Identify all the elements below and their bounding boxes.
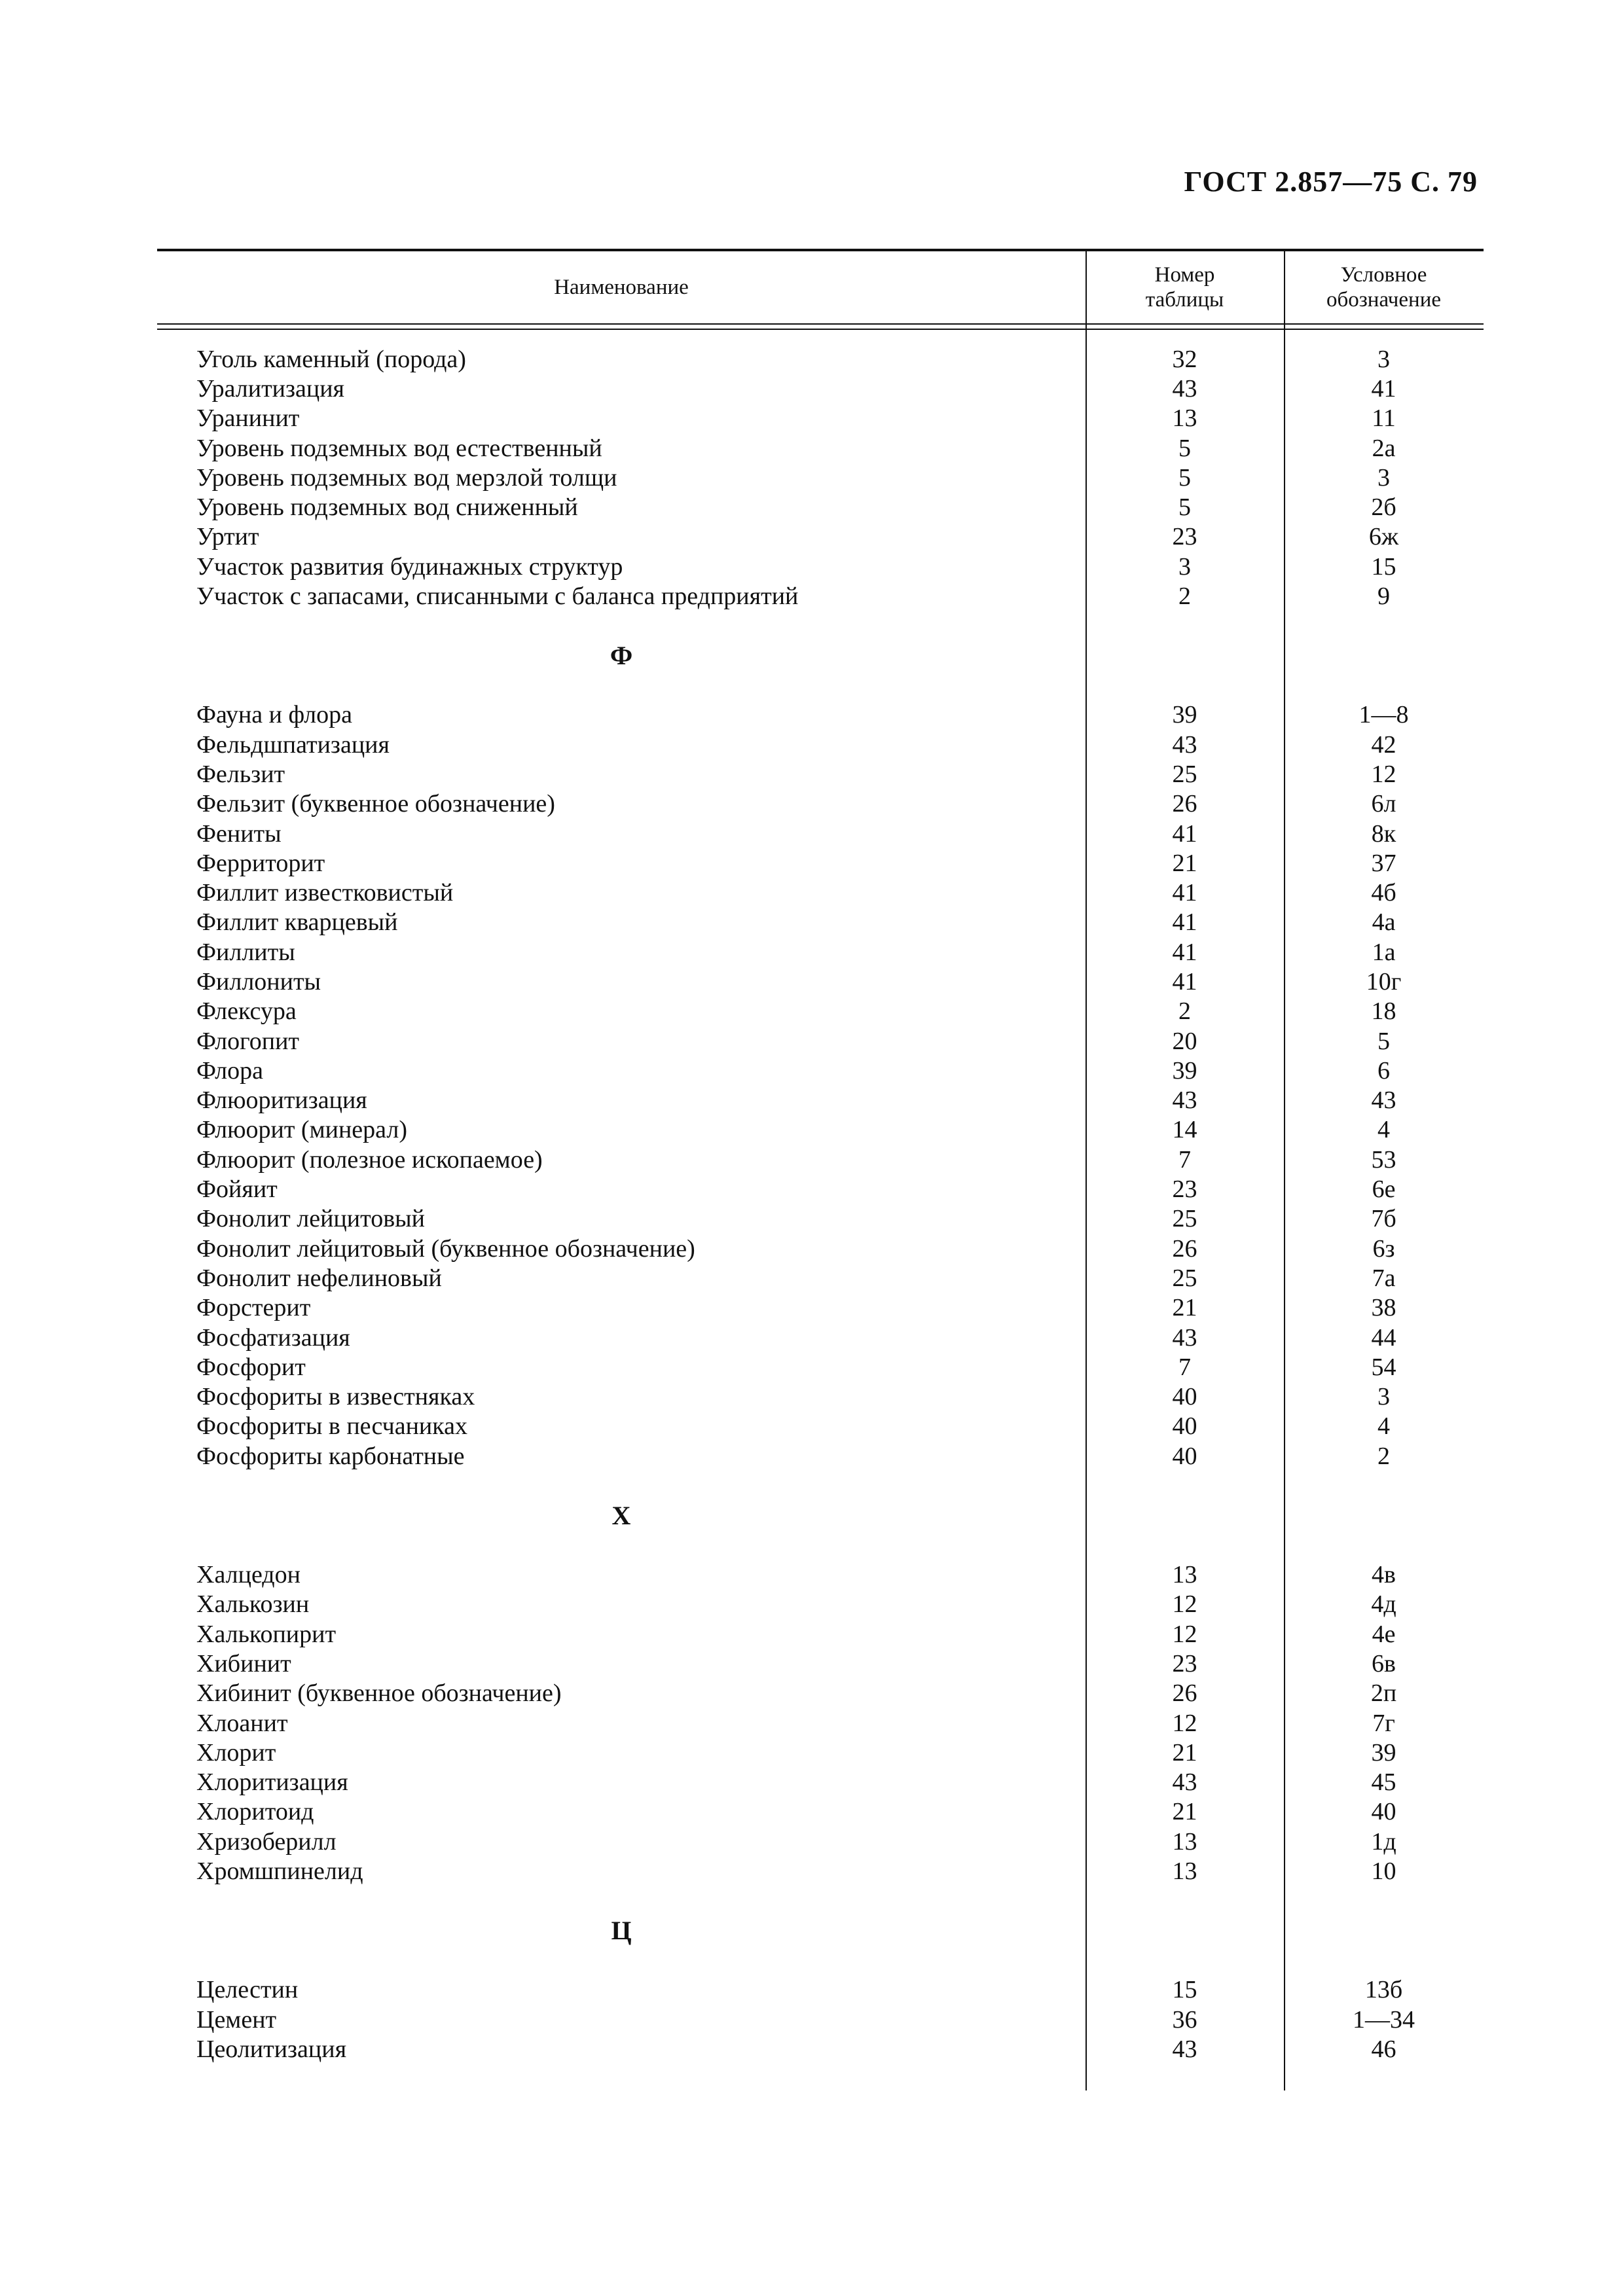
- column-header-symbol: Условное обозначение: [1326, 263, 1442, 312]
- entry-table-number: 23: [1172, 1649, 1197, 1677]
- entry-name: Флексура: [196, 997, 297, 1026]
- entry-name: Хлоритоид: [196, 1798, 314, 1826]
- entry-name: Уранинит: [196, 404, 300, 433]
- entry-symbol: 15: [1371, 552, 1396, 581]
- entry-table-number: 12: [1172, 1620, 1197, 1648]
- entry-name: Хлоритизация: [196, 1768, 348, 1797]
- entry-symbol: 1а: [1372, 938, 1396, 966]
- entry-table-number: 3: [1178, 552, 1191, 581]
- entry-name: Уровень подземных вод сниженный: [196, 493, 578, 522]
- entry-table-number: 40: [1172, 1442, 1197, 1470]
- entry-symbol: 18: [1371, 997, 1396, 1026]
- entry-name: Фосфориты в известняках: [196, 1383, 475, 1411]
- entry-table-number: 15: [1172, 1976, 1197, 2004]
- entry-symbol: 2а: [1372, 434, 1396, 462]
- entry-symbol: 11: [1372, 404, 1396, 433]
- entry-symbol: 4: [1377, 1412, 1390, 1441]
- entry-symbol: 1—8: [1359, 701, 1409, 729]
- entry-symbol: 4д: [1371, 1590, 1396, 1619]
- entry-table-number: 21: [1172, 849, 1197, 877]
- entry-name: Форстерит: [196, 1294, 311, 1322]
- entry-symbol: 6л: [1371, 790, 1396, 818]
- entry-table-number: 26: [1172, 1679, 1197, 1708]
- entry-name: Фельзит: [196, 760, 285, 788]
- entry-table-number: 21: [1172, 1738, 1197, 1767]
- entry-name: Фойяит: [196, 1175, 278, 1204]
- entry-table-number: 23: [1172, 523, 1197, 551]
- entry-symbol: 10г: [1366, 967, 1402, 996]
- entry-table-number: 7: [1178, 1353, 1191, 1381]
- column-header-name: Наименование: [554, 276, 689, 299]
- entry-table-number: 43: [1172, 730, 1197, 759]
- entry-table-number: 2: [1178, 583, 1191, 611]
- entry-name: Ферриторит: [196, 849, 325, 877]
- entry-table-number: 39: [1172, 1056, 1197, 1085]
- entry-table-number: 12: [1172, 1709, 1197, 1737]
- entry-name: Хибинит: [196, 1649, 291, 1677]
- entry-table-number: 43: [1172, 1086, 1197, 1115]
- column-divider-1: [1085, 249, 1087, 2090]
- entry-symbol: 3: [1377, 1383, 1390, 1411]
- entry-table-number: 25: [1172, 1205, 1197, 1233]
- entry-symbol: 38: [1371, 1294, 1396, 1322]
- entry-name: Хлоанит: [196, 1709, 288, 1737]
- entry-symbol: 3: [1377, 345, 1390, 373]
- entry-name: Филлит кварцевый: [196, 908, 398, 937]
- entry-symbol: 4: [1377, 1116, 1390, 1144]
- section-letter-label: Х: [611, 1500, 631, 1530]
- entry-name: Филлониты: [196, 967, 321, 996]
- entry-table-number: 41: [1172, 819, 1197, 848]
- entry-table-number: 43: [1172, 1323, 1197, 1352]
- entry-symbol: 4е: [1372, 1620, 1396, 1648]
- entry-name: Цемент: [196, 2005, 277, 2034]
- entry-table-number: 32: [1172, 345, 1197, 373]
- entry-name: Флюорит (минерал): [196, 1116, 407, 1144]
- entry-symbol: 12: [1371, 760, 1396, 788]
- entry-name: Фосфорит: [196, 1353, 306, 1381]
- entry-name: Фауна и флора: [196, 701, 353, 729]
- entry-table-number: 13: [1172, 404, 1197, 433]
- entry-symbol: 37: [1371, 849, 1396, 877]
- entry-name: Фосфориты карбонатные: [196, 1442, 465, 1470]
- entry-name: Фельдшпатизация: [196, 730, 390, 759]
- entry-name: Уголь каменный (порода): [196, 345, 466, 373]
- entry-table-number: 14: [1172, 1116, 1197, 1144]
- entry-name: Фонолит лейцитовый: [196, 1205, 426, 1233]
- entry-symbol: 13б: [1364, 1976, 1403, 2004]
- entry-table-number: 41: [1172, 879, 1197, 907]
- entry-name: Филлит известковистый: [196, 879, 454, 907]
- entry-name: Цеолитизация: [196, 2035, 347, 2063]
- entry-symbol: 1д: [1371, 1827, 1396, 1856]
- entry-name: Флюоритизация: [196, 1086, 367, 1115]
- entry-name: Уровень подземных вод мерзлой толщи: [196, 463, 617, 492]
- entry-table-number: 5: [1178, 493, 1191, 522]
- entry-name: Хибинит (буквенное обозначение): [196, 1679, 562, 1708]
- entry-symbol: 6з: [1372, 1234, 1395, 1263]
- entry-name: Хлорит: [196, 1738, 276, 1767]
- section-letter-label: Ц: [611, 1916, 632, 1946]
- entry-table-number: 26: [1172, 1234, 1197, 1263]
- entry-name: Участок развития будинажных структур: [196, 552, 623, 581]
- entry-symbol: 10: [1371, 1857, 1396, 1885]
- column-header-table-number: Номер таблицы: [1145, 263, 1224, 312]
- entry-symbol: 43: [1371, 1086, 1396, 1115]
- entry-table-number: 21: [1172, 1798, 1197, 1826]
- entry-table-number: 26: [1172, 790, 1197, 818]
- entry-table-number: 13: [1172, 1827, 1197, 1856]
- entry-symbol: 5: [1377, 1027, 1390, 1055]
- entry-table-number: 21: [1172, 1294, 1197, 1322]
- entry-name: Фельзит (буквенное обозначение): [196, 790, 555, 818]
- entry-symbol: 4б: [1371, 879, 1396, 907]
- entry-table-number: 41: [1172, 967, 1197, 996]
- entry-table-number: 43: [1172, 2035, 1197, 2063]
- entry-name: Фосфатизация: [196, 1323, 350, 1352]
- column-divider-2: [1284, 249, 1285, 2090]
- entry-name: Филлиты: [196, 938, 295, 966]
- entry-table-number: 2: [1178, 997, 1191, 1026]
- entry-table-number: 20: [1172, 1027, 1197, 1055]
- entry-table-number: 40: [1172, 1412, 1197, 1441]
- entry-symbol: 40: [1371, 1798, 1396, 1826]
- entry-table-number: 25: [1172, 760, 1197, 788]
- entry-table-number: 36: [1172, 2005, 1197, 2034]
- entry-table-number: 39: [1172, 701, 1197, 729]
- entry-table-number: 5: [1178, 463, 1191, 492]
- entry-table-number: 7: [1178, 1145, 1191, 1174]
- entry-name: Уртит: [196, 523, 259, 551]
- entry-symbol: 2б: [1371, 493, 1396, 522]
- entry-name: Фосфориты в песчаниках: [196, 1412, 467, 1441]
- entry-symbol: 41: [1371, 374, 1396, 403]
- entry-table-number: 25: [1172, 1264, 1197, 1292]
- entry-symbol: 6ж: [1368, 523, 1399, 551]
- entry-name: Целестин: [196, 1976, 299, 2004]
- entry-symbol: 2п: [1370, 1679, 1397, 1708]
- index-table: [157, 249, 1484, 2064]
- entry-symbol: 7б: [1371, 1205, 1396, 1233]
- entry-name: Фонолит лейцитовый (буквенное обозначение): [196, 1234, 695, 1263]
- entry-symbol: 9: [1377, 583, 1390, 611]
- entry-symbol: 39: [1371, 1738, 1396, 1767]
- entry-symbol: 44: [1371, 1323, 1396, 1352]
- entry-symbol: 53: [1371, 1145, 1396, 1174]
- entry-table-number: 12: [1172, 1590, 1197, 1619]
- entry-symbol: 6в: [1372, 1649, 1396, 1677]
- entry-symbol: 3: [1377, 463, 1390, 492]
- entry-name: Халцедон: [196, 1561, 301, 1589]
- entry-symbol: 6е: [1372, 1175, 1396, 1204]
- entry-table-number: 43: [1172, 1768, 1197, 1797]
- entry-name: Уралитизация: [196, 374, 345, 403]
- entry-name: Хризоберилл: [196, 1827, 337, 1856]
- entry-symbol: 4в: [1372, 1561, 1396, 1589]
- entry-name: Флюорит (полезное ископаемое): [196, 1145, 543, 1174]
- entry-table-number: 5: [1178, 434, 1191, 462]
- entry-table-number: 40: [1172, 1383, 1197, 1411]
- entry-name: Фениты: [196, 819, 282, 848]
- entry-table-number: 43: [1172, 374, 1197, 403]
- entry-name: Халькозин: [196, 1590, 310, 1619]
- entry-symbol: 54: [1371, 1353, 1396, 1381]
- entry-symbol: 7а: [1372, 1264, 1396, 1292]
- entry-table-number: 13: [1172, 1561, 1197, 1589]
- entry-name: Участок с запасами, списанными с баланса предприятий: [196, 583, 799, 611]
- entry-name: Флора: [196, 1056, 263, 1085]
- entry-table-number: 13: [1172, 1857, 1197, 1885]
- section-letter-label: Ф: [610, 641, 633, 671]
- entry-name: Халькопирит: [196, 1620, 337, 1648]
- entry-name: Фонолит нефелиновый: [196, 1264, 442, 1292]
- entry-symbol: 4а: [1372, 908, 1396, 937]
- page-header: ГОСТ 2.857—75 С. 79: [1184, 166, 1478, 198]
- entry-table-number: 41: [1172, 908, 1197, 937]
- entry-symbol: 8к: [1371, 819, 1396, 848]
- entry-symbol: 7г: [1372, 1709, 1395, 1737]
- entry-name: Хромшпинелид: [196, 1857, 363, 1885]
- entry-table-number: 23: [1172, 1175, 1197, 1204]
- entry-name: Флогопит: [196, 1027, 300, 1055]
- entry-table-number: 41: [1172, 938, 1197, 966]
- entry-symbol: 45: [1371, 1768, 1396, 1797]
- entry-symbol: 46: [1371, 2035, 1396, 2063]
- entry-symbol: 2: [1377, 1442, 1390, 1470]
- entry-symbol: 6: [1377, 1056, 1390, 1085]
- entry-symbol: 42: [1371, 730, 1396, 759]
- entry-symbol: 1—34: [1353, 2005, 1415, 2034]
- entry-name: Уровень подземных вод естественный: [196, 434, 602, 462]
